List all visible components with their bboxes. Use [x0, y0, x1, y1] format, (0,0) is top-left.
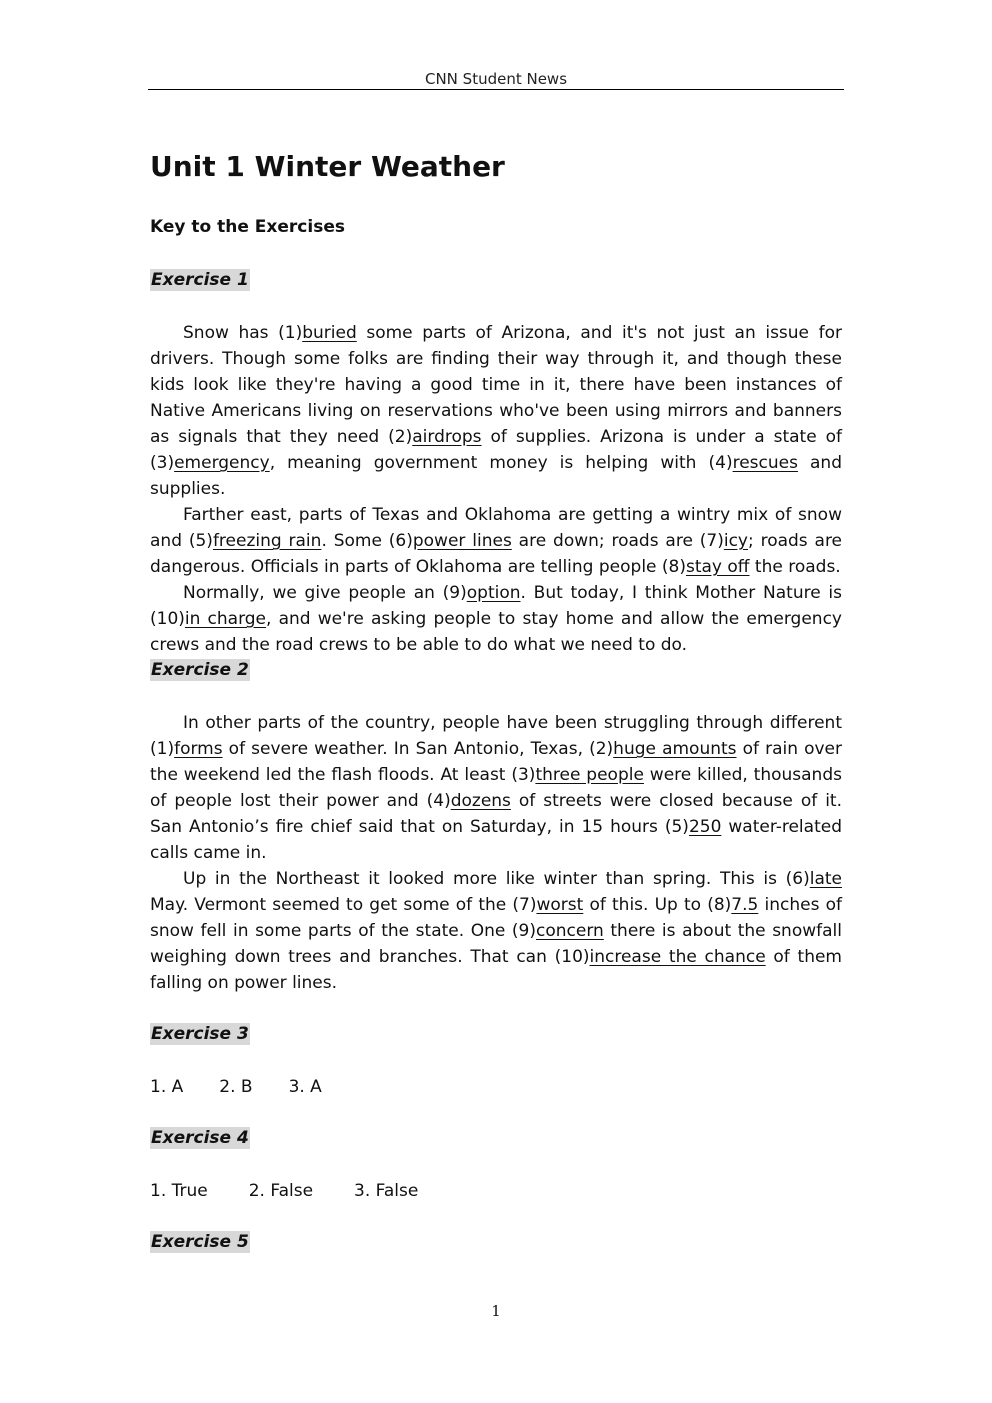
answer-blank: 7.5: [731, 895, 759, 915]
exercise-3-answers: [150, 1074, 358, 1100]
answer-item: 2. False: [248, 1181, 314, 1201]
answer-item: 1. True: [150, 1181, 208, 1201]
answer-blank: emergency: [174, 453, 270, 473]
answer-blank: icy: [723, 531, 748, 551]
answer-blank: power lines: [412, 531, 512, 551]
answer-blank: airdrops: [412, 427, 482, 447]
exercise-3-heading: Exercise 3: [151, 1024, 249, 1044]
answer-blank: stay off: [685, 557, 750, 577]
answer-blank: freezing rain: [212, 531, 322, 551]
answer-blank: option: [466, 583, 521, 603]
answer-blank: in charge: [184, 609, 267, 629]
answer-blank: late: [809, 869, 842, 889]
exercise-2-paragraph-2: Up in the Northeast it looked more like winter than spring. This is (6)late May. Vermont seemed to get some of the (7)worst of this. Up to (8)7.5 inches of snow fell in some parts of the state. One (9)concern there is about the snowfall weighing down trees and branches. That can (10)increase the chance of them falling on power lines.: [150, 869, 842, 993]
running-header: CNN Student News: [148, 70, 844, 90]
exercise-2-text: [150, 710, 842, 996]
key-subtitle: Key to the Exercises: [150, 217, 345, 237]
exercise-1-heading: Exercise 1: [151, 270, 249, 290]
answer-blank: 250: [688, 817, 722, 837]
exercise-4-heading: Exercise 4: [151, 1128, 249, 1148]
exercise-4-answers: [150, 1178, 459, 1204]
exercise-1-text: [150, 320, 842, 658]
exercise-2-paragraph-1: In other parts of the country, people have been struggling through different (1)forms of severe weather. In San Antonio, Texas, (2)huge amounts of rain over the weekend led the flash floods. At least (3)three people were killed, thousands of people lost their power and (4)dozens of streets were closed because of it. San Antonio’s fire chief said that on Saturday, in 15 hours (5)250 water-related calls came in.: [150, 713, 842, 863]
answer-blank: rescues: [732, 453, 798, 473]
answer-blank: concern: [536, 921, 604, 941]
answer-blank: increase the chance: [589, 947, 766, 967]
exercise-1-paragraph-2: Farther east, parts of Texas and Oklahoma are getting a wintry mix of snow and (5)freezing rain. Some (6)power lines are down; roads are (7)icy; roads are dangerous. Officials in parts of Oklahoma are telling people (8)stay off the roads.: [150, 505, 843, 577]
answer-item: 3. A: [288, 1077, 322, 1097]
answer-blank: buried: [302, 323, 357, 343]
answer-blank: three people: [535, 765, 644, 785]
answer-item: 1. A: [150, 1077, 184, 1097]
unit-title: Unit 1 Winter Weather: [150, 150, 505, 183]
answer-blank: huge amounts: [613, 739, 737, 759]
exercise-2-heading: Exercise 2: [151, 660, 249, 680]
answer-item: 2. B: [219, 1077, 253, 1097]
page-number: 1: [491, 1302, 501, 1320]
answer-item: 3. False: [354, 1181, 419, 1201]
answer-blank: forms: [174, 739, 223, 759]
answer-blank: worst: [536, 895, 584, 915]
answer-blank: dozens: [450, 791, 511, 811]
exercise-5-heading: Exercise 5: [151, 1232, 249, 1252]
exercise-1-paragraph-3: Normally, we give people an (9)option. But today, I think Mother Nature is (10)in charge, and we're asking people to stay home and allow the emergency crews and the road crews to be able to do what we need to do.: [150, 583, 842, 655]
exercise-1-paragraph-1: Snow has (1)buried some parts of Arizona, and it's not just an issue for drivers. Though some folks are finding their way through it, and though these kids look like they're having a good time in it, there have been instances of Native Americans living on reservations who've been using mirrors and banners as signals that they need (2)airdrops of supplies. Arizona is under a state of (3)emergency, meaning government money is helping with (4)rescues and supplies.: [150, 323, 843, 499]
